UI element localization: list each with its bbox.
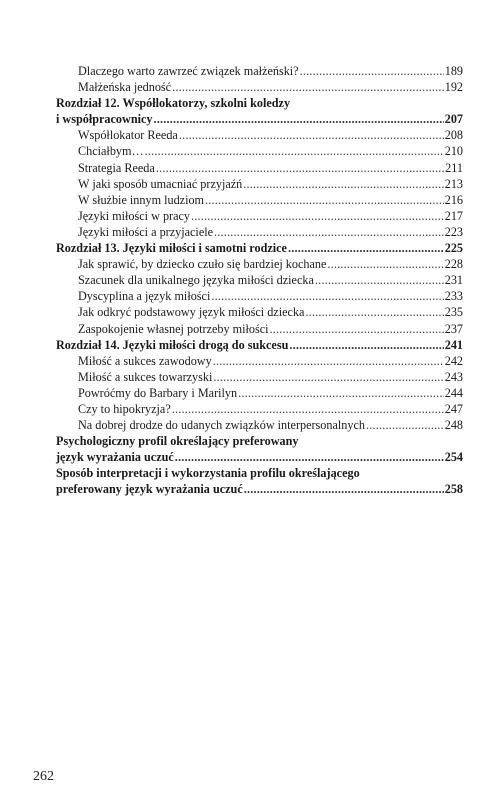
toc-entry-title: Miłość a sukces towarzyski: [78, 369, 213, 384]
dot-leader: [154, 111, 444, 127]
dot-leader: [172, 401, 444, 417]
toc-entry-page: 211: [445, 160, 463, 175]
toc-entry-title: Chciałbym…: [78, 144, 144, 159]
dot-leader: [327, 256, 443, 272]
dot-leader: [172, 79, 444, 95]
toc-entry: [56, 143, 463, 159]
toc-entry: [56, 160, 463, 176]
toc-entry: [56, 353, 463, 369]
toc-entry-title: Języki miłości a przyjaciele: [78, 224, 214, 239]
toc-entry-page: 216: [444, 192, 463, 207]
dot-leader: [214, 224, 444, 240]
toc-entry: [56, 63, 463, 79]
toc-entry: [56, 385, 463, 401]
dot-leader: [366, 417, 444, 433]
toc-entry-title: Małżeńska jedność: [78, 80, 172, 95]
dot-leader: [156, 160, 444, 176]
dot-leader: [179, 127, 444, 143]
toc-entry-title: Na dobrej drodze do udanych związków interpersonalnych: [78, 418, 365, 433]
dot-leader: [213, 353, 444, 369]
toc-entry-page: 217: [444, 208, 463, 223]
dot-leader: [205, 192, 444, 208]
dot-leader: [270, 321, 444, 337]
toc-entry-title: Współlokator Reeda: [78, 128, 178, 143]
toc-entry-title: Szacunek dla unikalnego języka miłości dziecka: [78, 273, 314, 288]
toc-entry-page: 247: [444, 401, 463, 416]
toc-entry-page: 233: [444, 289, 463, 304]
toc-entry-page: 228: [444, 257, 463, 272]
dot-leader: [145, 143, 444, 159]
toc-entry-title: Strategia Reeda: [78, 160, 155, 175]
chapter-entry-title: i współpracownicy: [56, 112, 153, 127]
appendix-entry: [56, 449, 463, 465]
toc-entry: [56, 176, 463, 192]
toc-entry: [56, 417, 463, 433]
appendix-heading-line1: Sposób interpretacji i wykorzystania profilu określającego: [56, 466, 360, 481]
toc-entry-title: Jak odkryć podstawowy język miłości dziecka: [78, 305, 305, 320]
dot-leader: [175, 449, 444, 465]
dot-leader: [213, 369, 443, 385]
toc-entry-page: 248: [444, 418, 463, 433]
toc-entry-title: Powróćmy do Barbary i Marilyn: [78, 385, 238, 400]
toc-entry-page: 237: [444, 321, 463, 336]
chapter-entry-title: Rozdział 14. Języki miłości drogą do sukcesu: [56, 337, 289, 352]
chapter-entry-page: 207: [444, 112, 463, 127]
table-of-contents: [56, 63, 463, 498]
toc-entry-page: 210: [444, 144, 463, 159]
appendix-entry-page: 254: [444, 450, 463, 465]
chapter-entry: [56, 337, 463, 353]
chapter-entry-title: Rozdział 13. Języki miłości i samotni rodzice: [56, 241, 287, 256]
toc-entry: [56, 256, 463, 272]
toc-entry-title: Języki miłości w pracy: [78, 208, 191, 223]
toc-entry-page: 231: [444, 273, 463, 288]
chapter-entry: [56, 111, 463, 127]
dot-leader: [305, 304, 443, 320]
appendix-entry-title: język wyrażania uczuć: [56, 450, 174, 465]
toc-entry-title: W jaki sposób umacniać przyjaźń: [78, 176, 243, 191]
appendix-heading-line1: Psychologiczny profil określający preferowany: [56, 434, 299, 449]
appendix-entry-page: 258: [444, 482, 463, 497]
toc-entry-page: 213: [444, 176, 463, 191]
toc-entry-title: Miłość a sukces zawodowy: [78, 353, 212, 368]
appendix-entry-title: preferowany język wyrażania uczuć: [56, 482, 243, 497]
toc-entry: [56, 401, 463, 417]
appendix-entry: [56, 481, 463, 497]
toc-entry: [56, 304, 463, 320]
toc-entry: [56, 321, 463, 337]
chapter-entry-page: 241: [444, 337, 463, 352]
toc-entry-page: 223: [444, 224, 463, 239]
toc-entry-title: W służbie innym ludziom: [78, 192, 205, 207]
toc-entry-page: 192: [444, 80, 463, 95]
toc-entry: [56, 192, 463, 208]
dot-leader: [243, 176, 443, 192]
chapter-entry-page: 225: [444, 241, 463, 256]
dot-leader: [211, 288, 443, 304]
toc-entry: [56, 127, 463, 143]
dot-leader: [288, 240, 444, 256]
page-number: 262: [33, 769, 54, 784]
toc-entry-title: Czy to hipokryzja?: [78, 401, 171, 416]
toc-entry-page: 208: [444, 128, 463, 143]
toc-entry-page: 235: [444, 305, 463, 320]
toc-entry-title: Zaspokojenie własnej potrzeby miłości: [78, 321, 269, 336]
toc-entry-page: 243: [444, 369, 463, 384]
toc-entry-title: Dyscyplina a język miłości: [78, 289, 211, 304]
toc-entry: [56, 272, 463, 288]
chapter-heading-line1: Rozdział 12. Współlokatorzy, szkolni koledzy: [56, 96, 291, 111]
toc-entry-page: 244: [444, 385, 463, 400]
dot-leader: [244, 481, 444, 497]
toc-entry: [56, 208, 463, 224]
toc-entry: [56, 224, 463, 240]
dot-leader: [191, 208, 444, 224]
toc-entry-title: Dlaczego warto zawrzeć związek małżeński?: [78, 64, 299, 78]
toc-entry-page: 189: [444, 64, 463, 78]
toc-entry-page: 242: [444, 353, 463, 368]
toc-entry-title: Jak sprawić, by dziecko czuło się bardziej kochane: [78, 257, 327, 272]
toc-entry: [56, 288, 463, 304]
dot-leader: [238, 385, 444, 401]
toc-entry: [56, 369, 463, 385]
chapter-entry: [56, 240, 463, 256]
dot-leader: [289, 337, 443, 353]
toc-entry: [56, 79, 463, 95]
dot-leader: [300, 63, 444, 79]
dot-leader: [315, 272, 444, 288]
